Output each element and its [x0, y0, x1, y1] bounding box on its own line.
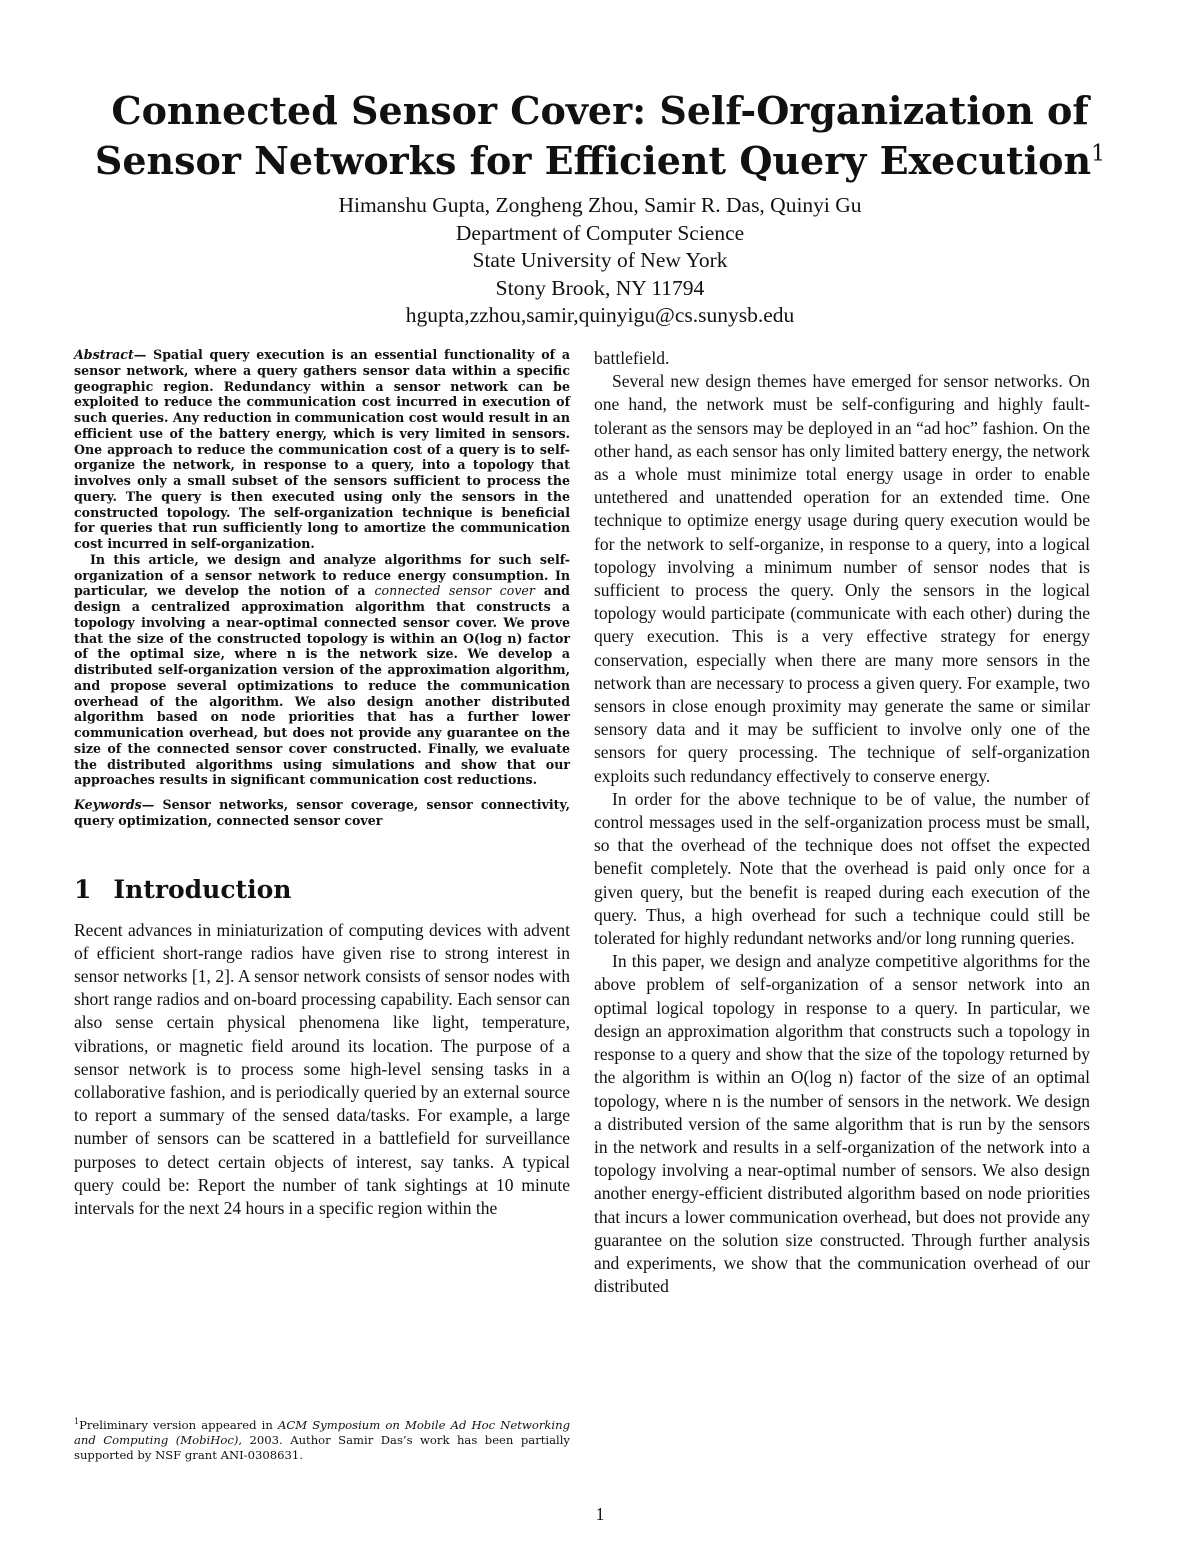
intro-paragraph-4: In this paper, we design and analyze competitive algorithms for the above problem of self-organization of a sensor network into an optimal logical topology in response to a query. In particular, we design an approximation algorithm that constructs such a topology in response to a query and show that the size of the topology returned by the algorithm is within an O(log n) factor of the size of an optimal topology, where n is the number of sensors in the network. We design a distributed version of the same algorithm that is run by the sensors in the network and results in a self-organization of the network into a topology involving a near-optimal number of sensors. We also design another energy-efficient distributed algorithm based on node priorities that incurs a lower communication overhead, but does not provide any guarantee on the solution size constructed. Through further analysis and experiments, we show that the communication overhead of our distributed: [594, 951, 1090, 1297]
email: hgupta,zzhou,samir,quinyigu@cs.sunysb.edu: [405, 303, 795, 327]
keywords-label: Keywords: [74, 797, 142, 812]
intro-paragraph-3: In order for the above technique to be of value, the number of control messages used in the self-organization process must be small, so that the overhead of the technique does not offset the expected benefit completely. Note that the overhead is paid only once for a given query, but the benefit is reaped during each execution of the query. Thus, a high overhead for such a technique could still be tolerated for highly redundant networks and/or long running queries.: [594, 788, 1090, 949]
keywords-text: — Sensor networks, sensor coverage, sensor connectivity, query optimization, connected sensor cover: [74, 797, 570, 828]
title-line-2: [60, 136, 1140, 186]
page-number: 1: [595, 1504, 605, 1524]
abstract-label: Abstract: [74, 347, 134, 362]
abstract-emphasis: connected sensor cover: [374, 583, 535, 599]
abstract-text-2b: and design a centralized approximation algorithm that constructs a topology involving a near-optimal connected sensor cover. We prove that the size of the constructed topology is within an O(log n) factor of the optimal size, where n is the network size. We develop a distributed self-organization version of the approximation algorithm, and propose several optimizations to reduce the communication overhead of the algorithm. We also design another distributed algorithm based on node priorities that has a further lower communication overhead, but does not provide any guarantee on the size of the connected sensor cover constructed. Finally, we evaluate the distributed algorithms using simulations and show that our approaches results in significant communication cost reductions.: [74, 583, 570, 788]
title-line-2-text: Sensor Networks for Efficient Query Execution: [94, 138, 1092, 183]
abstract-paragraph-1: [74, 347, 570, 552]
footnote-mark: 1: [74, 1417, 80, 1426]
title-line-1: Connected Sensor Cover: Self-Organization of: [111, 88, 1089, 133]
section-title: Introduction: [113, 874, 292, 904]
footnote-text-b: , 2003. Author Samir Das’s work has been partially supported by NSF grant ANI-0308631.: [74, 1432, 570, 1462]
footnote-text-a: Preliminary version appeared in: [79, 1417, 278, 1432]
intro-continuation: battlefield.: [594, 348, 670, 368]
intro-paragraph-1: Recent advances in miniaturization of computing devices with advent of efficient short-range radios have given rise to strong interest in sensor networks [1, 2]. A sensor network consists of sensor nodes with short range radios and on-board processing capability. Each sensor can also sense certain physical phenomena like light, temperature, vibrations, or magnetic field around its location. The purpose of a sensor network is to process some high-level sensing tasks in a collaborative fashion, and is periodically queried by an external source to report a summary of the sensed data/tasks. For example, a large number of sensors can be scattered in a battlefield for surveillance purposes to detect certain objects of interest, say tanks. A typical query could be: Report the number of tank sightings at 10 minute intervals for the next 24 hours in a specific region within the: [74, 919, 570, 1218]
keywords: [74, 797, 570, 829]
location: Stony Brook, NY 11794: [495, 275, 705, 300]
abstract-paragraph-2: [74, 552, 570, 788]
section-number: 1: [74, 874, 92, 904]
footnote-venue: ACM Symposium on Mobile Ad Hoc Networking and Computing (MobiHoc): [74, 1417, 571, 1447]
section-heading-introduction: [74, 875, 570, 905]
university: State University of New York: [472, 248, 728, 272]
paper-title: [60, 86, 1140, 186]
left-column: [74, 347, 570, 1220]
author-block: [60, 192, 1140, 330]
title-footnote-mark: 1: [1091, 141, 1106, 167]
right-column: [594, 347, 1090, 1298]
department: Department of Computer Science: [455, 220, 745, 245]
abstract-text-1: — Spatial query execution is an essential functionality of a sensor network, where a query gathers sensor data within a specific geographic region. Redundancy within a sensor network can be exploited to reduce the communication cost incurred in execution of such queries. Any reduction in communication cost would result in an efficient use of the battery energy, which is very limited in sensors. One approach to reduce the communication cost of a query is to self-organize the network, in response to a query, into a topology that involves only a small subset of the sensors sufficient to process the query. The query is then executed using only the sensors in the constructed topology. The self-organization technique is beneficial for queries that run sufficiently long to amortize the communication cost incurred in self-organization.: [74, 347, 570, 551]
authors: Himanshu Gupta, Zongheng Zhou, Samir R. Das, Quinyi Gu: [338, 193, 862, 217]
abstract-text-2a: In this article, we design and analyze algorithms for such self-organization of a sensor network to reduce energy consumption. In particular, we develop the notion of a: [74, 551, 570, 599]
intro-paragraph-2: Several new design themes have emerged for sensor networks. On one hand, the network must be self-configuring and highly fault-tolerant as the sensors may be deployed in an “ad hoc” fashion. On the other hand, as each sensor has only limited battery energy, the network as a whole must minimize total energy usage in order to enable untethered and unattended operation for an extended time. One technique to optimize energy usage during query execution would be for the network to self-organize, in response to a query, into a logical topology involving a minimum number of sensor nodes that is sufficient to process the query. Only the sensors in the logical topology would participate (communicate with each other) during the query execution. This is a very effective strategy for energy conservation, especially when there are many more sensors in the network than are necessary to process a given query. For example, two sensors in close enough proximity may generate the same or similar sensory data and it may be sufficient to involve only one of the sensors for query processing. The technique of self-organization exploits such redundancy effectively to conserve energy.: [594, 371, 1090, 786]
footnote: [74, 1414, 570, 1463]
